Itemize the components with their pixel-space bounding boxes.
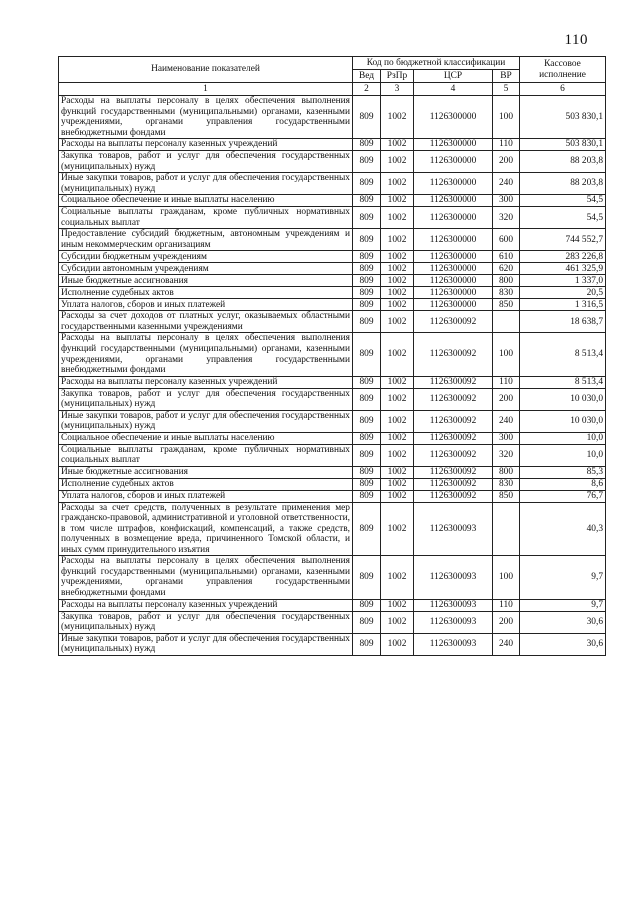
row-amount: 8 513,4 bbox=[520, 376, 606, 388]
row-csr: 1126300000 bbox=[414, 151, 493, 173]
row-name: Исполнение судебных актов bbox=[59, 287, 353, 299]
table-row bbox=[59, 490, 606, 502]
row-name: Социальные выплаты гражданам, кроме публичных нормативных социальных выплат bbox=[59, 444, 353, 466]
row-name: Закупка товаров, работ и услуг для обеспечения государственных (муниципальных) нужд bbox=[59, 151, 353, 173]
header-num-ved: 2 bbox=[353, 83, 381, 96]
row-name: Иные закупки товаров, работ и услуг для обеспечения государственных (муниципальных) нужд bbox=[59, 633, 353, 655]
row-vr bbox=[493, 311, 520, 333]
row-amount: 8 513,4 bbox=[520, 333, 606, 376]
row-vr: 300 bbox=[493, 195, 520, 207]
row-ved: 809 bbox=[353, 195, 381, 207]
row-csr: 1126300000 bbox=[414, 251, 493, 263]
table-row bbox=[59, 478, 606, 490]
row-rzpr: 1002 bbox=[381, 311, 414, 333]
row-csr: 1126300092 bbox=[414, 478, 493, 490]
table-row bbox=[59, 251, 606, 263]
row-rzpr: 1002 bbox=[381, 251, 414, 263]
table-row bbox=[59, 333, 606, 376]
row-amount: 283 226,8 bbox=[520, 251, 606, 263]
row-amount: 461 325,9 bbox=[520, 263, 606, 275]
row-vr: 850 bbox=[493, 299, 520, 311]
row-name: Расходы за счет доходов от платных услуг, оказываемых областными государственными казенными учреждениями bbox=[59, 311, 353, 333]
row-ved: 809 bbox=[353, 151, 381, 173]
row-csr: 1126300092 bbox=[414, 388, 493, 410]
row-vr: 200 bbox=[493, 611, 520, 633]
header-vr: ВР bbox=[493, 70, 520, 83]
row-amount: 54,5 bbox=[520, 207, 606, 229]
row-csr: 1126300093 bbox=[414, 599, 493, 611]
row-ved: 809 bbox=[353, 599, 381, 611]
table-row bbox=[59, 502, 606, 556]
row-amount: 76,7 bbox=[520, 490, 606, 502]
table-row bbox=[59, 207, 606, 229]
table-row bbox=[59, 376, 606, 388]
row-name: Закупка товаров, работ и услуг для обеспечения государственных (муниципальных) нужд bbox=[59, 611, 353, 633]
table-row bbox=[59, 388, 606, 410]
row-csr: 1126300093 bbox=[414, 611, 493, 633]
row-ved: 809 bbox=[353, 299, 381, 311]
row-rzpr: 1002 bbox=[381, 444, 414, 466]
row-name: Расходы на выплаты персоналу казенных учреждений bbox=[59, 376, 353, 388]
table-row bbox=[59, 432, 606, 444]
row-amount: 9,7 bbox=[520, 599, 606, 611]
table-row bbox=[59, 466, 606, 478]
header-num-vr: 5 bbox=[493, 83, 520, 96]
row-rzpr: 1002 bbox=[381, 263, 414, 275]
row-csr: 1126300092 bbox=[414, 490, 493, 502]
row-amount: 54,5 bbox=[520, 195, 606, 207]
row-ved: 809 bbox=[353, 287, 381, 299]
row-rzpr: 1002 bbox=[381, 151, 414, 173]
row-amount: 10 030,0 bbox=[520, 410, 606, 432]
table-body bbox=[59, 96, 606, 656]
table-row bbox=[59, 96, 606, 139]
row-amount: 30,6 bbox=[520, 611, 606, 633]
table-row bbox=[59, 299, 606, 311]
row-amount: 1 337,0 bbox=[520, 275, 606, 287]
table-row bbox=[59, 173, 606, 195]
row-amount: 88 203,8 bbox=[520, 151, 606, 173]
page-number: 110 bbox=[564, 32, 588, 48]
row-csr: 1126300000 bbox=[414, 173, 493, 195]
row-ved: 809 bbox=[353, 263, 381, 275]
header-name: Наименование показателей bbox=[59, 57, 353, 83]
table-row bbox=[59, 444, 606, 466]
row-amount: 1 316,5 bbox=[520, 299, 606, 311]
row-rzpr: 1002 bbox=[381, 333, 414, 376]
row-amount: 10,0 bbox=[520, 432, 606, 444]
row-amount: 503 830,1 bbox=[520, 96, 606, 139]
row-rzpr: 1002 bbox=[381, 478, 414, 490]
row-rzpr: 1002 bbox=[381, 275, 414, 287]
row-name: Расходы на выплаты персоналу в целях обеспечения выполнения функций государственными (муниципальными) органами, казенными учреждениями, органами управления государственными внебюджетными фондами bbox=[59, 333, 353, 376]
row-rzpr: 1002 bbox=[381, 388, 414, 410]
header-ved: Вед bbox=[353, 70, 381, 83]
row-csr: 1126300092 bbox=[414, 333, 493, 376]
row-vr: 830 bbox=[493, 478, 520, 490]
row-vr: 320 bbox=[493, 444, 520, 466]
row-csr: 1126300093 bbox=[414, 502, 493, 556]
row-ved: 809 bbox=[353, 478, 381, 490]
row-name: Исполнение судебных актов bbox=[59, 478, 353, 490]
row-vr: 620 bbox=[493, 263, 520, 275]
row-csr: 1126300000 bbox=[414, 299, 493, 311]
header-csr: ЦСР bbox=[414, 70, 493, 83]
row-ved: 809 bbox=[353, 251, 381, 263]
row-csr: 1126300092 bbox=[414, 432, 493, 444]
row-rzpr: 1002 bbox=[381, 599, 414, 611]
row-name: Социальные выплаты гражданам, кроме публичных нормативных социальных выплат bbox=[59, 207, 353, 229]
row-vr: 110 bbox=[493, 599, 520, 611]
row-ved: 809 bbox=[353, 633, 381, 655]
row-rzpr: 1002 bbox=[381, 466, 414, 478]
header-row-numbers bbox=[59, 83, 606, 96]
budget-execution-table bbox=[58, 56, 606, 656]
row-rzpr: 1002 bbox=[381, 490, 414, 502]
row-rzpr: 1002 bbox=[381, 287, 414, 299]
row-ved: 809 bbox=[353, 96, 381, 139]
row-vr: 830 bbox=[493, 287, 520, 299]
table-row bbox=[59, 229, 606, 251]
row-vr: 200 bbox=[493, 388, 520, 410]
row-vr: 100 bbox=[493, 556, 520, 599]
row-ved: 809 bbox=[353, 444, 381, 466]
row-amount: 85,3 bbox=[520, 466, 606, 478]
row-name: Предоставление субсидий бюджетным, автономным учреждениям и иным некоммерческим организациям bbox=[59, 229, 353, 251]
row-name: Социальное обеспечение и иные выплаты населению bbox=[59, 432, 353, 444]
table-row bbox=[59, 410, 606, 432]
row-rzpr: 1002 bbox=[381, 139, 414, 151]
row-name: Иные бюджетные ассигнования bbox=[59, 275, 353, 287]
row-name: Закупка товаров, работ и услуг для обеспечения государственных (муниципальных) нужд bbox=[59, 388, 353, 410]
row-rzpr: 1002 bbox=[381, 376, 414, 388]
row-amount: 10,0 bbox=[520, 444, 606, 466]
row-csr: 1126300092 bbox=[414, 466, 493, 478]
row-amount: 503 830,1 bbox=[520, 139, 606, 151]
row-vr bbox=[493, 502, 520, 556]
row-rzpr: 1002 bbox=[381, 207, 414, 229]
header-code-group: Код по бюджетной классификации bbox=[353, 57, 520, 70]
row-vr: 240 bbox=[493, 410, 520, 432]
table-row bbox=[59, 263, 606, 275]
row-vr: 610 bbox=[493, 251, 520, 263]
row-name: Уплата налогов, сборов и иных платежей bbox=[59, 299, 353, 311]
row-name: Иные бюджетные ассигнования bbox=[59, 466, 353, 478]
row-name: Субсидии автономным учреждениям bbox=[59, 263, 353, 275]
row-csr: 1126300092 bbox=[414, 376, 493, 388]
row-ved: 809 bbox=[353, 410, 381, 432]
row-vr: 320 bbox=[493, 207, 520, 229]
row-vr: 850 bbox=[493, 490, 520, 502]
row-name: Расходы за счет средств, полученных в результате применения мер гражданско-правовой, административной и уголовной ответственности, в том числе штрафов, конфискаций, компенсаций, а также средств, полученных в возмещение вреда, причиненного Томской области, и иных сумм принудительного изъятия bbox=[59, 502, 353, 556]
row-ved: 809 bbox=[353, 466, 381, 478]
table-row bbox=[59, 287, 606, 299]
table-row bbox=[59, 311, 606, 333]
row-name: Уплата налогов, сборов и иных платежей bbox=[59, 490, 353, 502]
row-rzpr: 1002 bbox=[381, 410, 414, 432]
row-ved: 809 bbox=[353, 556, 381, 599]
table-row bbox=[59, 633, 606, 655]
row-amount: 18 638,7 bbox=[520, 311, 606, 333]
row-ved: 809 bbox=[353, 388, 381, 410]
row-rzpr: 1002 bbox=[381, 299, 414, 311]
row-vr: 800 bbox=[493, 275, 520, 287]
row-amount: 30,6 bbox=[520, 633, 606, 655]
row-rzpr: 1002 bbox=[381, 96, 414, 139]
row-name: Расходы на выплаты персоналу в целях обеспечения выполнения функций государственными (муниципальными) органами, казенными учреждениями, органами управления государственными внебюджетными фондами bbox=[59, 96, 353, 139]
row-vr: 600 bbox=[493, 229, 520, 251]
row-rzpr: 1002 bbox=[381, 633, 414, 655]
header-num-rzpr: 3 bbox=[381, 83, 414, 96]
row-csr: 1126300093 bbox=[414, 633, 493, 655]
row-vr: 100 bbox=[493, 333, 520, 376]
table-row bbox=[59, 275, 606, 287]
row-csr: 1126300092 bbox=[414, 311, 493, 333]
row-vr: 200 bbox=[493, 151, 520, 173]
row-csr: 1126300092 bbox=[414, 410, 493, 432]
table-row bbox=[59, 556, 606, 599]
row-name: Социальное обеспечение и иные выплаты населению bbox=[59, 195, 353, 207]
row-vr: 100 bbox=[493, 96, 520, 139]
table-row bbox=[59, 195, 606, 207]
row-rzpr: 1002 bbox=[381, 502, 414, 556]
row-amount: 9,7 bbox=[520, 556, 606, 599]
row-vr: 240 bbox=[493, 633, 520, 655]
row-amount: 10 030,0 bbox=[520, 388, 606, 410]
row-rzpr: 1002 bbox=[381, 611, 414, 633]
row-amount: 8,6 bbox=[520, 478, 606, 490]
row-name: Субсидии бюджетным учреждениям bbox=[59, 251, 353, 263]
row-vr: 240 bbox=[493, 173, 520, 195]
row-name: Расходы на выплаты персоналу казенных учреждений bbox=[59, 599, 353, 611]
row-ved: 809 bbox=[353, 229, 381, 251]
row-csr: 1126300000 bbox=[414, 139, 493, 151]
row-amount: 20,5 bbox=[520, 287, 606, 299]
row-csr: 1126300092 bbox=[414, 444, 493, 466]
row-ved: 809 bbox=[353, 611, 381, 633]
header-row-top bbox=[59, 57, 606, 70]
row-ved: 809 bbox=[353, 207, 381, 229]
table-row bbox=[59, 139, 606, 151]
row-rzpr: 1002 bbox=[381, 195, 414, 207]
row-rzpr: 1002 bbox=[381, 229, 414, 251]
row-ved: 809 bbox=[353, 173, 381, 195]
row-ved: 809 bbox=[353, 333, 381, 376]
row-name: Иные закупки товаров, работ и услуг для обеспечения государственных (муниципальных) нужд bbox=[59, 173, 353, 195]
row-amount: 744 552,7 bbox=[520, 229, 606, 251]
row-ved: 809 bbox=[353, 275, 381, 287]
row-ved: 809 bbox=[353, 502, 381, 556]
row-ved: 809 bbox=[353, 490, 381, 502]
row-ved: 809 bbox=[353, 139, 381, 151]
row-rzpr: 1002 bbox=[381, 173, 414, 195]
table-row bbox=[59, 599, 606, 611]
row-csr: 1126300000 bbox=[414, 207, 493, 229]
header-num-amount: 6 bbox=[520, 83, 606, 96]
row-vr: 110 bbox=[493, 376, 520, 388]
row-csr: 1126300093 bbox=[414, 556, 493, 599]
header-amount: Кассовое исполнение bbox=[520, 57, 606, 83]
row-ved: 809 bbox=[353, 432, 381, 444]
row-csr: 1126300000 bbox=[414, 275, 493, 287]
table-row bbox=[59, 611, 606, 633]
row-ved: 809 bbox=[353, 311, 381, 333]
row-name: Расходы на выплаты персоналу в целях обеспечения выполнения функций государственными (муниципальными) органами, казенными учреждениями, органами управления государственными внебюджетными фондами bbox=[59, 556, 353, 599]
row-ved: 809 bbox=[353, 376, 381, 388]
row-vr: 110 bbox=[493, 139, 520, 151]
row-vr: 300 bbox=[493, 432, 520, 444]
row-csr: 1126300000 bbox=[414, 287, 493, 299]
row-rzpr: 1002 bbox=[381, 556, 414, 599]
header-num-name: 1 bbox=[59, 83, 353, 96]
header-rzpr: РзПр bbox=[381, 70, 414, 83]
row-csr: 1126300000 bbox=[414, 229, 493, 251]
row-csr: 1126300000 bbox=[414, 96, 493, 139]
row-rzpr: 1002 bbox=[381, 432, 414, 444]
row-amount: 88 203,8 bbox=[520, 173, 606, 195]
row-name: Расходы на выплаты персоналу казенных учреждений bbox=[59, 139, 353, 151]
table-row bbox=[59, 151, 606, 173]
row-vr: 800 bbox=[493, 466, 520, 478]
row-amount: 40,3 bbox=[520, 502, 606, 556]
row-csr: 1126300000 bbox=[414, 263, 493, 275]
row-csr: 1126300000 bbox=[414, 195, 493, 207]
header-num-csr: 4 bbox=[414, 83, 493, 96]
row-name: Иные закупки товаров, работ и услуг для обеспечения государственных (муниципальных) нужд bbox=[59, 410, 353, 432]
